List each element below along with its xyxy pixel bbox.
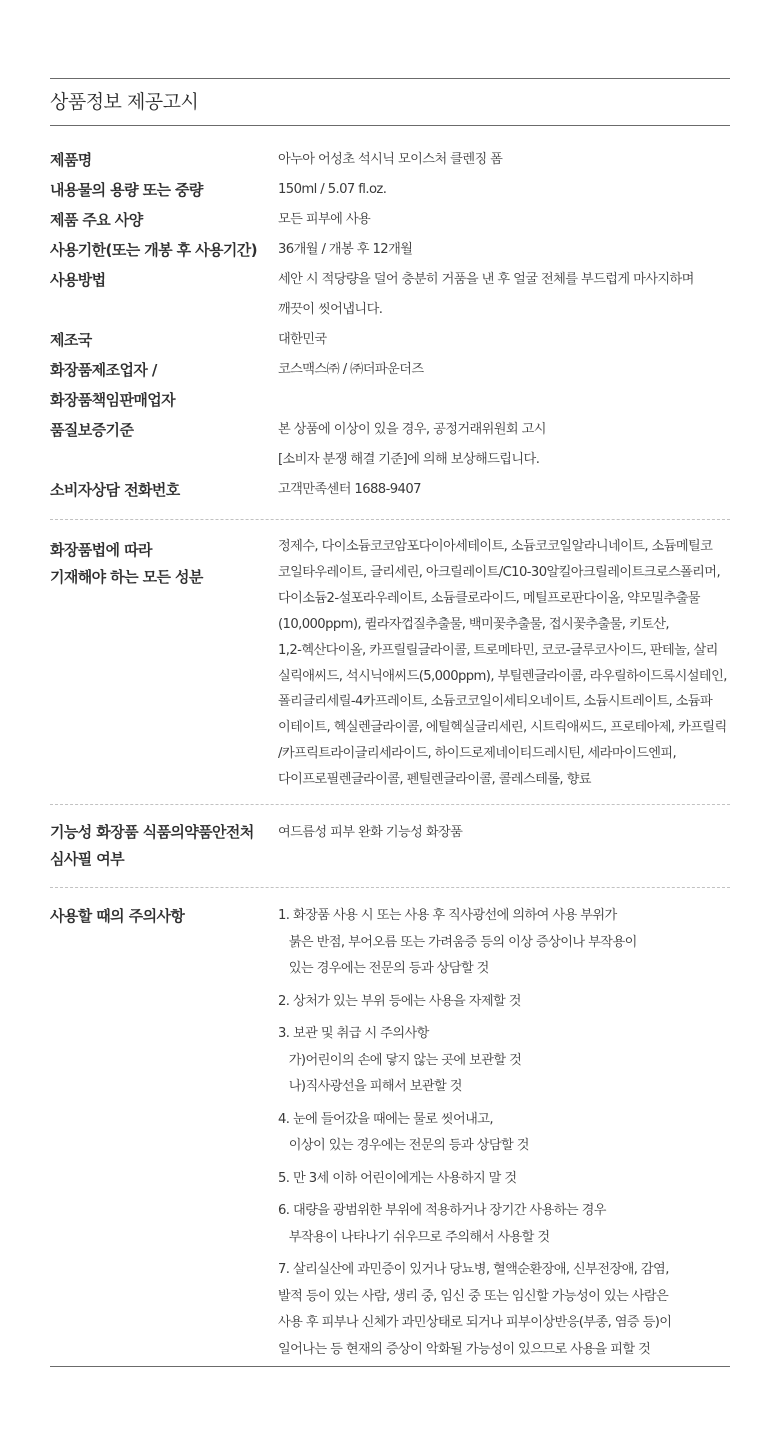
value-line: 폴리글리세릴-4카프레이트, 소듐코코일이세티오네이트, 소듐시트레이트, 소듐파	[278, 694, 713, 710]
value-line: /카프릭트라이글리세라이드, 하이드로제네이티드레시틴, 세라마이드엔피,	[278, 746, 677, 762]
caution-line: 있는 경우에는 전문의 등과 상담할 것	[278, 961, 489, 977]
row-value	[278, 205, 730, 235]
info-row-functional	[50, 819, 730, 873]
info-row	[50, 265, 730, 325]
info-row	[50, 145, 730, 175]
value-line: 다이프로필렌글라이콜, 펜틸렌글라이콜, 콜레스테롤, 향료	[278, 772, 591, 788]
value-line: 대한민국	[278, 332, 327, 347]
row-value	[278, 325, 730, 355]
row-label: 화장품법에 따라 기재해야 하는 모든 성분	[50, 541, 203, 586]
info-row	[50, 235, 730, 265]
row-label: 내용물의 용량 또는 중량	[50, 181, 203, 199]
info-row	[50, 415, 730, 475]
caution-item	[278, 1107, 730, 1160]
row-label: 제품 주요 사양	[50, 211, 143, 229]
info-row	[50, 325, 730, 355]
caution-line: 1. 화장품 사용 시 또는 사용 후 직사광선에 의하여 사용 부위가	[278, 908, 617, 924]
row-value	[278, 265, 730, 325]
caution-item	[278, 1257, 730, 1363]
value-line: (10,000ppm), 퀼라자껍질추출물, 백미꽃추출물, 접시꽃추출물, 키토산,	[278, 616, 669, 632]
value-line: 정제수, 다이소듐코코암포다이아세테이트, 소듐코코일알라니네이트, 소듐메틸코	[278, 539, 713, 554]
caution-line: 2. 상처가 있는 부위 등에는 사용을 자제할 것	[278, 993, 521, 1009]
row-label: 소비자상담 전화번호	[50, 481, 180, 499]
caution-line: 4. 눈에 들어갔을 때에는 물로 씻어내고,	[278, 1111, 494, 1127]
row-label: 사용할 때의 주의사항	[50, 907, 185, 926]
bottom-rule	[50, 1366, 730, 1367]
row-label: 화장품제조업자 / 화장품책임판매업자	[50, 361, 176, 409]
row-label: 사용기한(또는 개봉 후 사용기간)	[50, 241, 257, 259]
caution-line: 일어나는 등 현재의 증상이 악화될 가능성이 있으므로 사용을 피할 것	[278, 1341, 651, 1357]
row-value	[278, 415, 730, 475]
caution-line: 3. 보관 및 취급 시 주의사항	[278, 1026, 429, 1042]
caution-item	[278, 903, 730, 983]
value-line: 코스맥스㈜ / ㈜더파운더즈	[278, 362, 424, 377]
value-line: [소비자 분쟁 해결 기준]에 의해 보상해드립니다.	[278, 452, 540, 467]
row-value	[278, 145, 730, 175]
value-line: 여드름성 피부 완화 기능성 화장품	[278, 825, 463, 841]
value-line: 세안 시 적당량을 덜어 충분히 거품을 낸 후 얼굴 전체를 부드럽게 마사지하며	[278, 272, 694, 287]
value-line: 깨끗이 씻어냅니다.	[278, 302, 383, 317]
value-line: 아누아 어성초 석시닉 모이스처 클렌징 폼	[278, 152, 503, 167]
value-line: 1,2-헥산다이올, 카프릴릴글라이콜, 트로메타민, 코코-글루코사이드, 판테놀, 살리	[278, 642, 718, 658]
row-label: 제조국	[50, 331, 92, 349]
ingredients-section	[50, 520, 730, 804]
caution-line: 나)직사광선을 피해서 보관할 것	[278, 1079, 462, 1095]
caution-item	[278, 1166, 730, 1193]
row-label: 제품명	[50, 151, 92, 169]
caution-item	[278, 989, 730, 1016]
value-line: 실릭애씨드, 석시닉애씨드(5,000ppm), 부틸렌글라이콜, 라우릴하이드록시설테인,	[278, 668, 727, 684]
value-line: 코일타우레이트, 글리세린, 아크릴레이트/C10-30알킬아크릴레이트크로스폴리머,	[278, 564, 721, 580]
row-value	[278, 819, 730, 873]
functional-section	[50, 805, 730, 887]
ingredients-list	[278, 534, 730, 793]
row-value	[278, 235, 730, 265]
info-row-ingredients	[50, 534, 730, 793]
caution-item	[278, 1198, 730, 1251]
caution-line: 사용 후 피부나 신체가 과민상태로 되거나 피부이상반응(부종, 염증 등)이	[278, 1315, 672, 1331]
row-value	[278, 475, 730, 505]
cautions-section	[50, 888, 730, 1369]
caution-line: 발적 등이 있는 사람, 생리 중, 임신 중 또는 임신할 가능성이 있는 사람은	[278, 1288, 669, 1304]
row-label: 기능성 화장품 식품의약품안전처 심사필 여부	[50, 823, 254, 869]
basic-info-rows	[50, 145, 730, 505]
value-line: 150ml / 5.07 fl.oz.	[278, 182, 387, 197]
row-value	[278, 355, 730, 415]
cautions-list	[278, 903, 730, 1369]
value-line: 본 상품에 이상이 있을 경우, 공정거래위원회 고시	[278, 422, 546, 437]
caution-line: 부작용이 나타나기 쉬우므로 주의해서 사용할 것	[278, 1229, 550, 1245]
caution-item	[278, 1021, 730, 1101]
info-row	[50, 175, 730, 205]
value-line: 36개월 / 개봉 후 12개월	[278, 242, 413, 257]
caution-line: 7. 살리실산에 과민증이 있거나 당뇨병, 혈액순환장애, 신부전장애, 감염,	[278, 1262, 669, 1278]
caution-line: 이상이 있는 경우에는 전문의 등과 상담할 것	[278, 1138, 529, 1154]
value-line: 고객만족센터 1688-9407	[278, 482, 421, 497]
info-row	[50, 475, 730, 505]
value-line: 모든 피부에 사용	[278, 212, 371, 227]
product-info-notice	[50, 78, 730, 1369]
row-label: 품질보증기준	[50, 421, 134, 439]
caution-line: 붉은 반점, 부어오름 또는 가려움증 등의 이상 증상이나 부작용이	[278, 934, 637, 950]
info-row-cautions	[50, 903, 730, 1369]
info-row	[50, 355, 730, 415]
row-label: 사용방법	[50, 271, 106, 289]
value-line: 이테이트, 헥실렌글라이콜, 에틸헥실글리세린, 시트릭애씨드, 프로테아제, 카프릴릭	[278, 720, 727, 736]
section-title: 상품정보 제공고시	[50, 91, 199, 113]
caution-line: 6. 대량을 광범위한 부위에 적용하거나 장기간 사용하는 경우	[278, 1203, 606, 1219]
caution-line: 5. 만 3세 이하 어린이에게는 사용하지 말 것	[278, 1170, 517, 1186]
info-row	[50, 205, 730, 235]
caution-line: 가)어린이의 손에 닿지 않는 곳에 보관할 것	[278, 1052, 522, 1068]
value-line: 다이소듐2-설포라우레이트, 소듐클로라이드, 메틸프로판다이올, 약모밀추출물	[278, 590, 700, 606]
basic-info-section	[50, 126, 730, 519]
row-value	[278, 175, 730, 205]
